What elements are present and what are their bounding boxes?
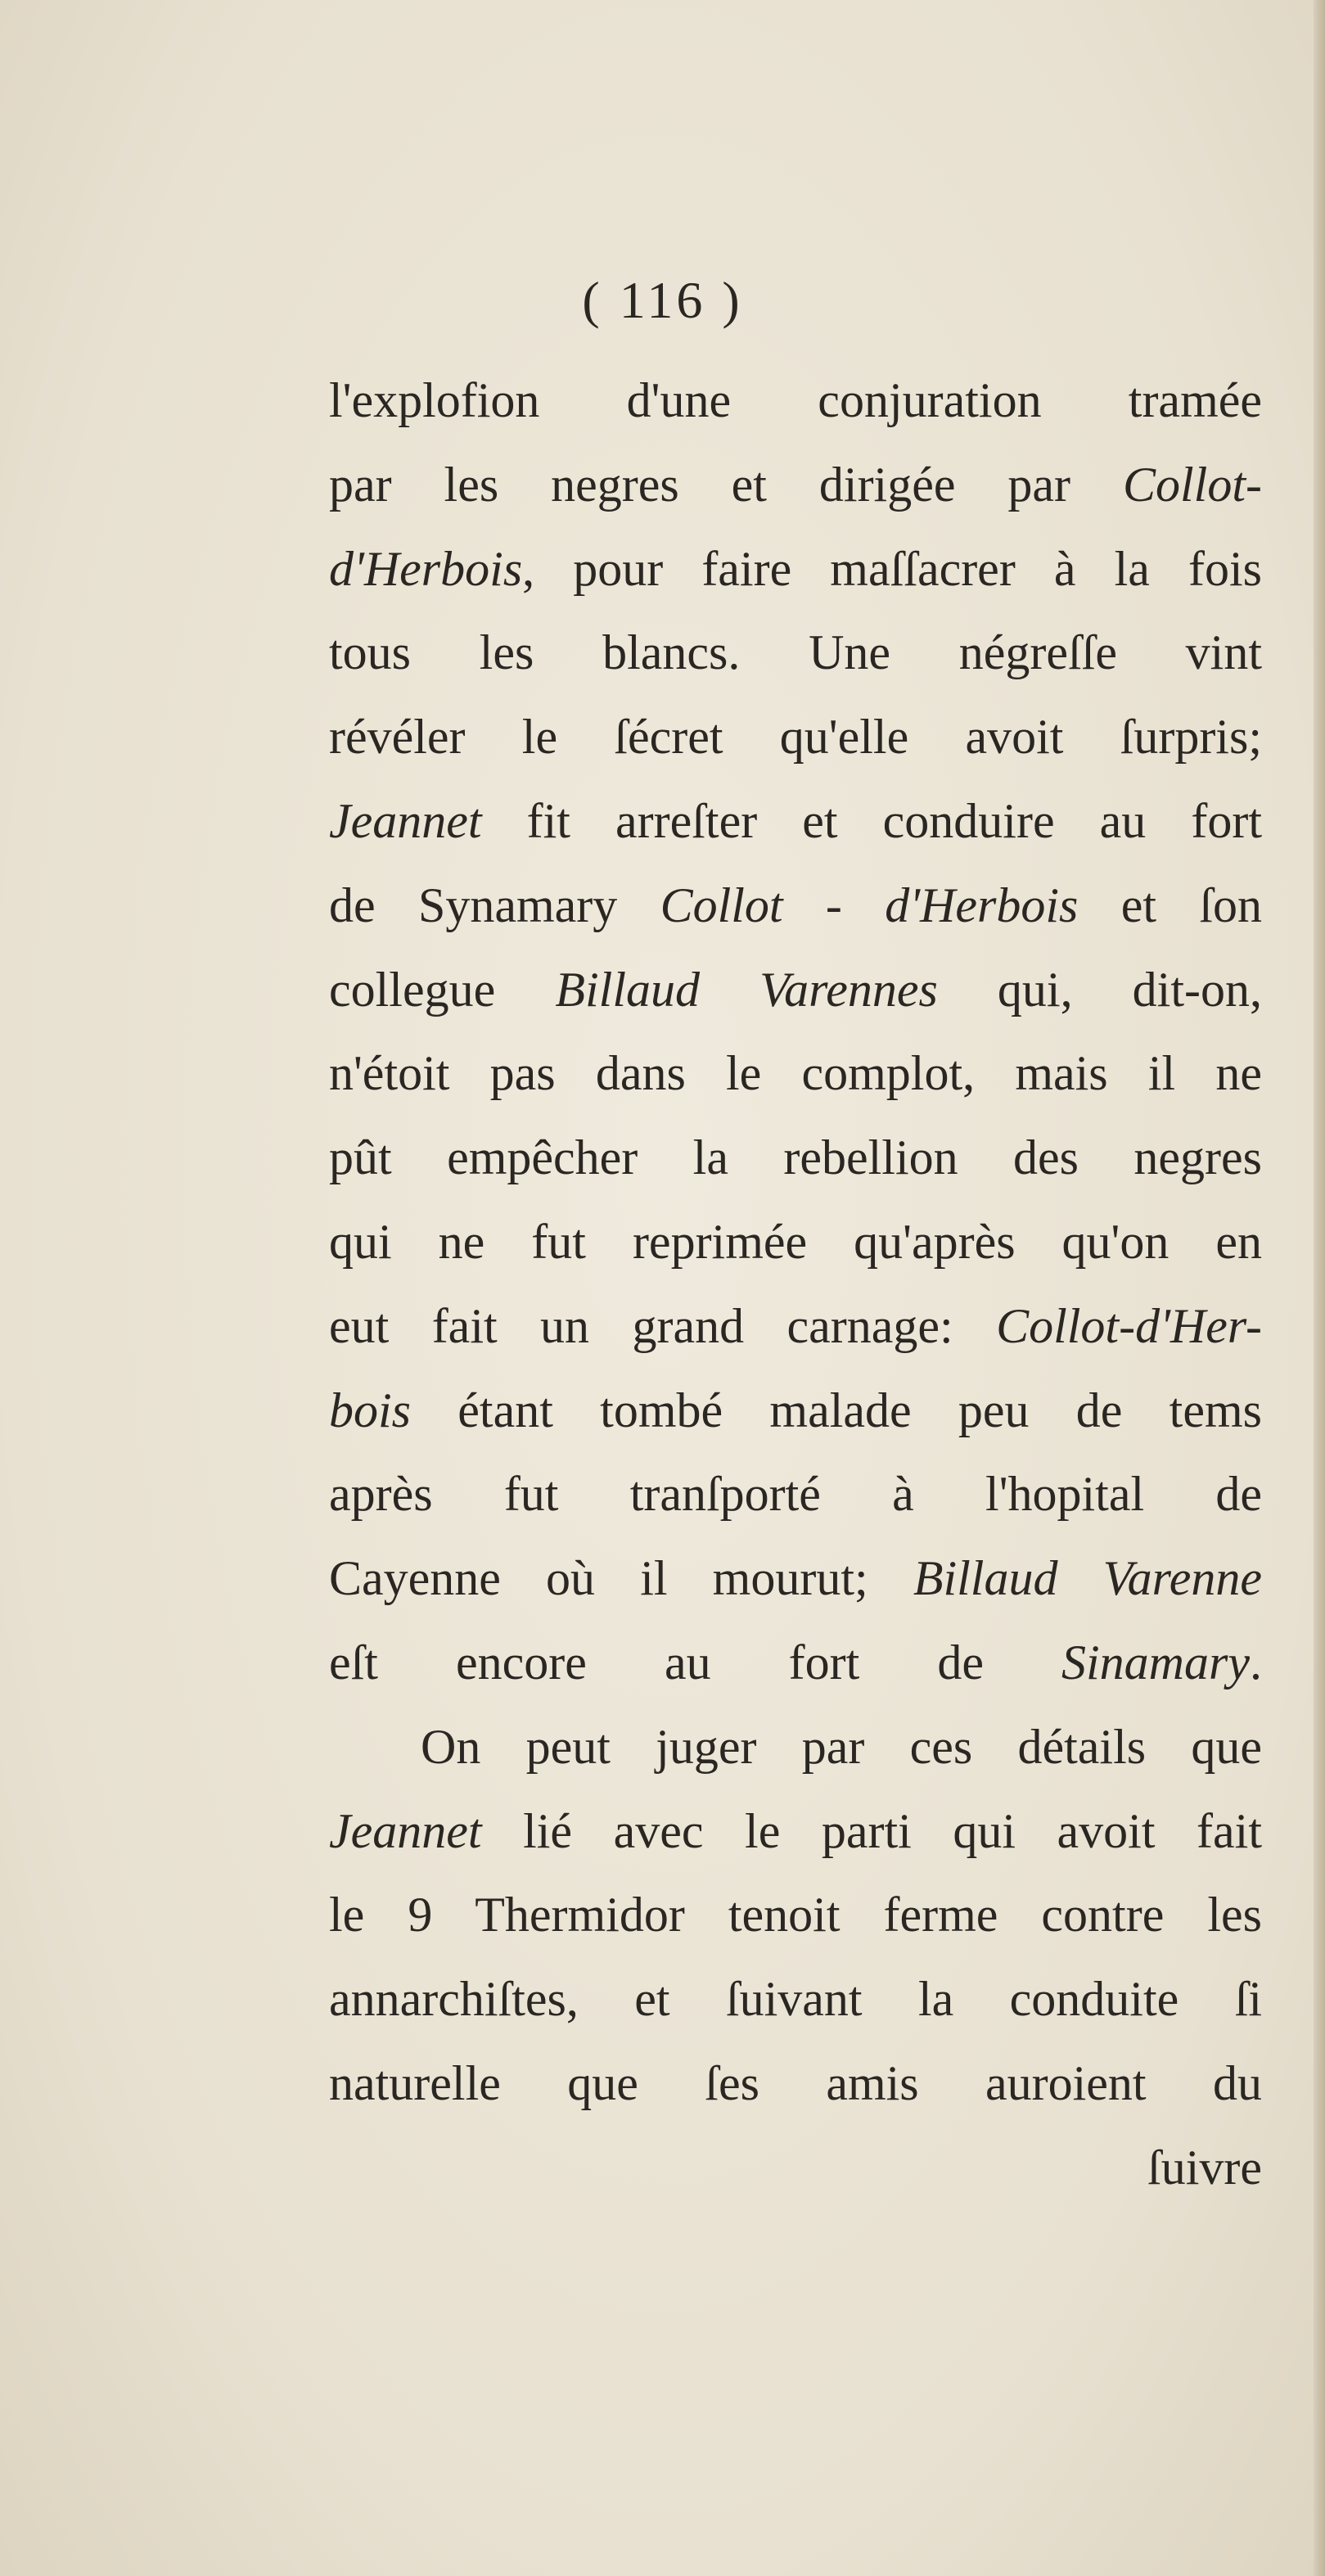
italic-text: bois bbox=[329, 1383, 412, 1437]
text-segment: révéler le ſécret qu'elle avoit ſurpris; bbox=[329, 710, 1262, 765]
text-line bbox=[329, 611, 1262, 695]
text-line bbox=[329, 527, 1262, 611]
text-line bbox=[329, 2126, 1262, 2210]
italic-text: Billaud Varenne bbox=[913, 1551, 1262, 1606]
text-line bbox=[329, 1957, 1262, 2041]
text-line bbox=[329, 1789, 1262, 1874]
italic-text: Jeannet bbox=[329, 1803, 482, 1858]
text-line bbox=[329, 1536, 1262, 1621]
text-segment: annarchiſtes, et ſuivant la conduite ſi bbox=[329, 1972, 1262, 2027]
text-line bbox=[329, 864, 1262, 948]
text-segment: , pour faire maſſacrer à la fois bbox=[522, 541, 1262, 596]
text-segment: le 9 Thermidor tenoit ferme contre les bbox=[329, 1888, 1262, 1942]
page-number: ( 116 ) bbox=[582, 271, 743, 329]
italic-text: Sinamary bbox=[1061, 1635, 1250, 1690]
italic-text: Collot- bbox=[1122, 457, 1262, 512]
text-segment: par les negres et dirigée par bbox=[329, 457, 1123, 512]
italic-text: Collot-d'Her- bbox=[996, 1298, 1262, 1353]
text-segment: n'étoit pas dans le complot, mais il ne bbox=[329, 1046, 1262, 1101]
text-line bbox=[329, 1452, 1262, 1536]
text-segment: naturelle que ſes amis auroient du bbox=[329, 2055, 1262, 2110]
text-segment: . bbox=[1250, 1635, 1262, 1690]
text-line bbox=[329, 1284, 1262, 1369]
text-line bbox=[329, 779, 1262, 864]
text-line bbox=[329, 1200, 1262, 1284]
text-segment: qui, dit-on, bbox=[937, 962, 1262, 1017]
text-segment: après fut tranſporté à l'hopital de bbox=[329, 1467, 1262, 1522]
text-segment: étant tombé malade peu de tems bbox=[411, 1383, 1262, 1437]
text-segment: tous les blancs. Une négreſſe vint bbox=[329, 625, 1262, 680]
text-body bbox=[329, 359, 1262, 2210]
text-segment: ſuivre bbox=[1147, 2140, 1262, 2195]
page-edge bbox=[1314, 0, 1325, 2576]
text-segment: pût empêcher la rebellion des negres bbox=[329, 1130, 1262, 1185]
text-segment: l'explofion d'une conjuration tramée bbox=[329, 373, 1262, 427]
text-segment: lié avec le parti qui avoit fait bbox=[481, 1803, 1262, 1858]
italic-text: Collot - d'Herbois bbox=[660, 877, 1079, 932]
text-segment: Cayenne où il mourut; bbox=[329, 1551, 913, 1606]
text-line bbox=[329, 948, 1262, 1032]
text-line bbox=[329, 695, 1262, 779]
italic-text: Billaud Varennes bbox=[555, 962, 938, 1017]
italic-text: Jeannet bbox=[329, 793, 482, 848]
text-line bbox=[329, 2041, 1262, 2126]
text-segment: fit arreſter et conduire au fort bbox=[481, 793, 1262, 848]
text-line bbox=[329, 1031, 1262, 1116]
text-line bbox=[329, 359, 1262, 443]
text-line bbox=[329, 1369, 1262, 1453]
text-line bbox=[329, 1705, 1262, 1789]
italic-text: d'Herbois bbox=[329, 541, 523, 596]
text-line bbox=[329, 1621, 1262, 1705]
text-segment: et ſon bbox=[1078, 877, 1262, 932]
text-segment: eut fait un grand carnage: bbox=[329, 1298, 997, 1353]
text-segment: de Synamary bbox=[329, 877, 660, 932]
text-segment: On peut juger par ces détails que bbox=[421, 1719, 1262, 1774]
text-segment: collegue bbox=[329, 962, 556, 1017]
text-line bbox=[329, 1116, 1262, 1200]
text-line bbox=[329, 443, 1262, 527]
text-segment: eſt encore au fort de bbox=[329, 1635, 1062, 1690]
text-line bbox=[329, 1873, 1262, 1957]
text-segment: qui ne fut reprimée qu'après qu'on en bbox=[329, 1214, 1262, 1269]
